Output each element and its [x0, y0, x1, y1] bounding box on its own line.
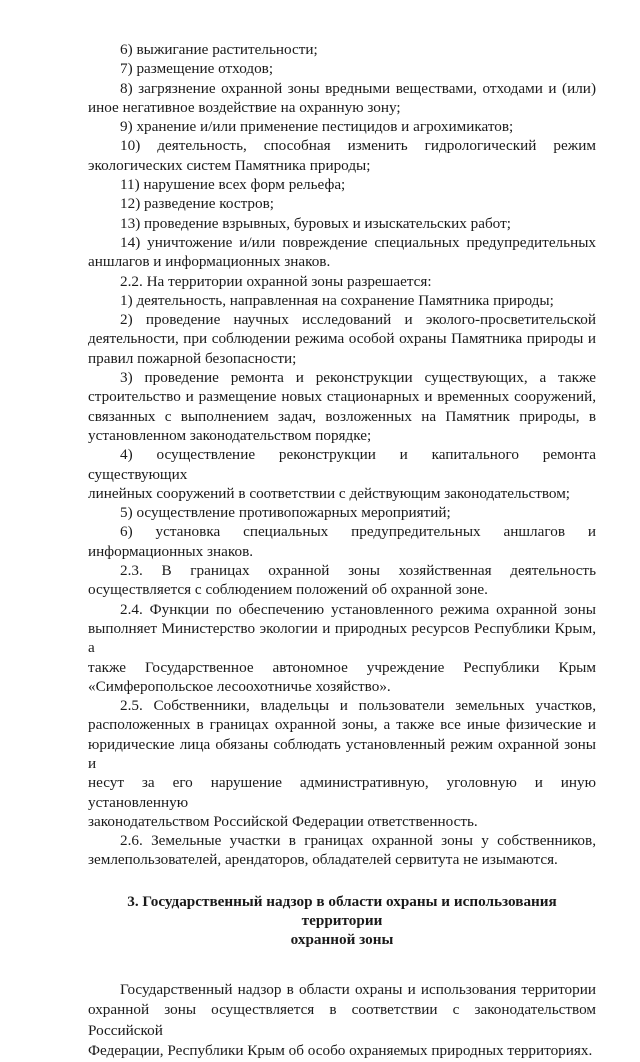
allowed-item-4-line-2: линейных сооружений в соответствии с действующим законодательством;: [88, 484, 571, 502]
section-2-3-line-2: осуществляется с соблюдением положений об охранной зоне.: [88, 581, 488, 599]
list-item-14-line-1: 14) уничтожение и/или повреждение специальных предупредительных: [120, 233, 596, 251]
list-item-12: 12) разведение костров;: [120, 195, 274, 213]
allowed-item-6-line-1: 6) установка специальных предупредительных аншлагов и: [120, 523, 596, 541]
section-2-4-line-3: также Государственное автономное учреждение Республики Крым: [88, 658, 596, 676]
list-item-10-line-2: экологических систем Памятника природы;: [88, 156, 371, 174]
allowed-item-2-line-1: 2) проведение научных исследований и эколого-просветительской: [120, 311, 596, 329]
section-2-4-line-1: 2.4. Функции по обеспечению установленного режима охранной зоны: [120, 600, 596, 618]
allowed-item-3-line-1: 3) проведение ремонта и реконструкции существующих, а также: [120, 369, 596, 387]
list-item-8-line-2: иное негативное воздействие на охранную зону;: [88, 98, 401, 116]
list-item-14-line-2: аншлагов и информационных знаков.: [88, 253, 331, 271]
section-3-heading-line-1: 3. Государственный надзор в области охраны и использования территории: [127, 892, 557, 930]
allowed-item-6-line-2: информационных знаков.: [88, 542, 254, 560]
section-2-5-line-5: законодательством Российской Федерации ответственность.: [88, 812, 478, 830]
final-paragraph-line-1: Государственный надзор в области охраны и использования территории: [120, 980, 596, 998]
section-2-2-title: 2.2. На территории охранной зоны разрешается:: [120, 272, 432, 290]
section-3-heading: [88, 892, 596, 950]
final-paragraph-line-3: Федерации, Республики Крым об особо охраняемых природных территориях.: [88, 1042, 593, 1060]
list-item-13: 13) проведение взрывных, буровых и изыскательских работ;: [120, 214, 511, 232]
section-2-4-line-2: выполняет Министерство экологии и природных ресурсов Республики Крым, а: [88, 619, 596, 657]
allowed-item-3-line-2: строительство и размещение новых стационарных и временных сооружений,: [88, 388, 596, 406]
section-2-5-line-3: юридические лица обязаны соблюдать установленный режим охранной зоны и: [88, 735, 596, 772]
list-item-11: 11) нарушение всех форм рельефа;: [120, 176, 346, 194]
allowed-item-4-line-1: 4) осуществление реконструкции и капитального ремонта существующих: [88, 446, 596, 483]
section-2-6-line-1: 2.6. Земельные участки в границах охранной зоны у собственников,: [120, 832, 596, 850]
section-2-4-line-4: «Симферопольское лесоохотничье хозяйство».: [88, 677, 391, 695]
list-item-6: 6) выжигание растительности;: [120, 41, 318, 58]
allowed-item-5: 5) осуществление противопожарных мероприятий;: [120, 504, 451, 522]
allowed-item-3-line-4: установленном законодательством порядке;: [88, 426, 372, 444]
allowed-item-2-line-3: правил пожарной безопасности;: [88, 349, 297, 367]
section-2-3-line-1: 2.3. В границах охранной зоны хозяйственная деятельность: [120, 562, 596, 580]
list-item-9: 9) хранение и/или применение пестицидов и агрохимикатов;: [120, 118, 514, 136]
section-2-5-line-1: 2.5. Собственники, владельцы и пользователи земельных участков,: [120, 697, 596, 715]
final-paragraph-line-2: охранной зоны осуществляется в соответствии с законодательством Российской: [88, 1001, 596, 1039]
list-item-10-line-1: 10) деятельность, способная изменить гидрологический режим: [120, 137, 596, 155]
allowed-item-1: 1) деятельность, направленная на сохранение Памятника природы;: [120, 291, 554, 309]
allowed-item-2-line-2: деятельности, при соблюдении режима особой охраны Памятника природы и: [88, 330, 596, 348]
document-page: [88, 40, 596, 1062]
section-3-heading-line-2: охранной зоны: [290, 931, 394, 949]
list-item-8-line-1: 8) загрязнение охранной зоны вредными веществами, отходами и (или): [120, 79, 596, 97]
list-item-7: 7) размещение отходов;: [120, 60, 274, 78]
allowed-item-3-line-3: связанных с выполнением задач, возложенных на Памятник природы, в: [88, 407, 596, 425]
section-2-6-line-2: землепользователей, арендаторов, обладателей сервитута не изымаются.: [88, 851, 558, 869]
section-2-5-line-4: несут за его нарушение административную, уголовную и иную установленную: [88, 774, 596, 811]
section-2-5-line-2: расположенных в границах охранной зоны, а также все иные физические и: [88, 716, 596, 734]
